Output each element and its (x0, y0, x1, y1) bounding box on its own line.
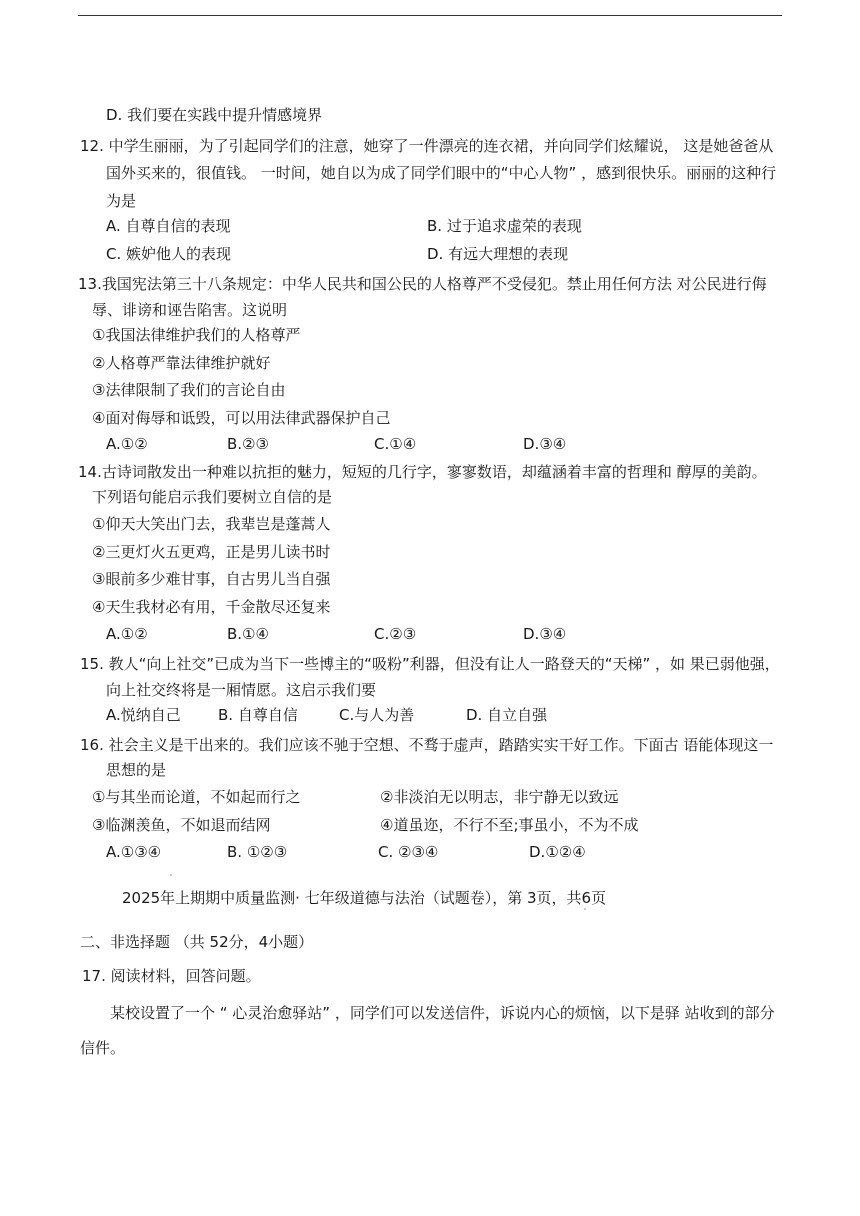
statement-item: ③临渊羡鱼，不如退而结网 (92, 816, 271, 834)
option-d: D.③④ (523, 435, 567, 453)
statement-item: ④道虽迩，不行不至;事虽小，不为不成 (380, 816, 639, 834)
statement-item: ①仰天大笑出门去，我辈岂是蓬蒿人 (92, 515, 331, 533)
option-a: A.①③④ (106, 843, 162, 861)
question-text: 13.我国宪法第三十八条规定：中华人民共和国公民的人格尊严不受侵犯。禁止用任何方法 对公民进行侮 (78, 275, 767, 293)
material-paragraph: 某校设置了一个 “ 心灵治愈驿站” ，同学们可以发送信件，诉说内心的烦恼，以下是驿 站收到的部分 (110, 1004, 775, 1022)
statement-item: ④面对侮辱和诋毁，可以用法律武器保护自己 (92, 409, 391, 427)
option-d: D.③④ (523, 625, 567, 643)
scan-speck (170, 874, 172, 876)
question-text: 辱、诽谤和诬告陷害。这说明 (92, 301, 288, 319)
option-d: D. 自立自强 (466, 706, 548, 724)
statement-item: ①与其坐而论道，不如起而行之 (92, 788, 301, 806)
option-a: A.悦纳自己 (106, 706, 181, 724)
option-a: A. 自尊自信的表现 (106, 217, 231, 235)
question-text: 思想的是 (106, 761, 167, 779)
statement-item: ②三更灯火五更鸡，正是男儿读书时 (92, 543, 331, 561)
question-text: 为是 (106, 192, 137, 210)
option-c: C. 嫉妒他人的表现 (106, 245, 232, 263)
page-footer: 2025年上期期中质量监测· 七年级道德与法治（试题卷），第 3页，共6页 (122, 889, 607, 907)
prev-option-d: D. 我们要在实践中提升情感境界 (106, 106, 323, 124)
question-text: 向上社交终将是一厢情愿。这启示我们要 (106, 681, 377, 699)
option-c: C.②③ (374, 625, 417, 643)
statement-item: ④天生我材必有用，千金散尽还复来 (92, 598, 331, 616)
question-text: 下列语句能启示我们要树立自信的是 (92, 488, 333, 506)
option-b: B.②③ (227, 435, 269, 453)
material-paragraph-cont: 信件。 (80, 1039, 126, 1057)
question-text: 16. 社会主义是干出来的。我们应该不驰于空想、不骛于虚声，踏踏实实干好工作。下面古 语能体现这一 (80, 736, 774, 754)
question-text: 14.古诗词散发出一种难以抗拒的魅力，短短的几行字，寥寥数语，却蕴涵着丰富的哲理和 醇厚的美韵。 (78, 463, 767, 481)
option-b: B. 过于追求虚荣的表现 (427, 217, 582, 235)
option-b: B.①④ (227, 625, 269, 643)
option-b: B. ①②③ (227, 843, 288, 861)
option-c: C.与人为善 (339, 706, 415, 724)
option-c: C.①④ (374, 435, 417, 453)
option-c: C. ②③④ (378, 843, 439, 861)
question-text: 15. 教人“向上社交”已成为当下一些博主的“吸粉”利器，但没有让人一路登天的“天梯” ，如 果已弱他强， (80, 655, 780, 673)
option-a: A.①② (106, 625, 148, 643)
header-rule (78, 15, 782, 16)
question-text: 12. 中学生丽丽，为了引起同学们的注意，她穿了一件漂亮的连衣裙，并向同学们炫耀说， 这是她爸爸从 (80, 137, 774, 155)
option-b: B. 自尊自信 (218, 706, 298, 724)
question-text: 国外买来的，很值钱。 一时间，她自以为成了同学们眼中的“中心人物” ，感到很快乐。丽丽的这种行 (106, 164, 777, 182)
option-d: D.①②④ (529, 843, 586, 861)
option-d: D. 有远大理想的表现 (427, 245, 569, 263)
statement-item: ③眼前多少难甘事，自古男儿当自强 (92, 570, 331, 588)
scan-speck (584, 908, 586, 910)
section-heading: 二、非选择题 （共 52分，4小题） (80, 933, 314, 951)
statement-item: ②人格尊严靠法律维护就好 (92, 354, 271, 372)
question-17-title: 17. 阅读材料，回答问题。 (82, 967, 261, 985)
statement-item: ①我国法律维护我们的人格尊严 (92, 326, 301, 344)
statement-item: ②非淡泊无以明志，非宁静无以致远 (380, 788, 619, 806)
option-a: A.①② (106, 435, 148, 453)
statement-item: ③法律限制了我们的言论自由 (92, 381, 286, 399)
